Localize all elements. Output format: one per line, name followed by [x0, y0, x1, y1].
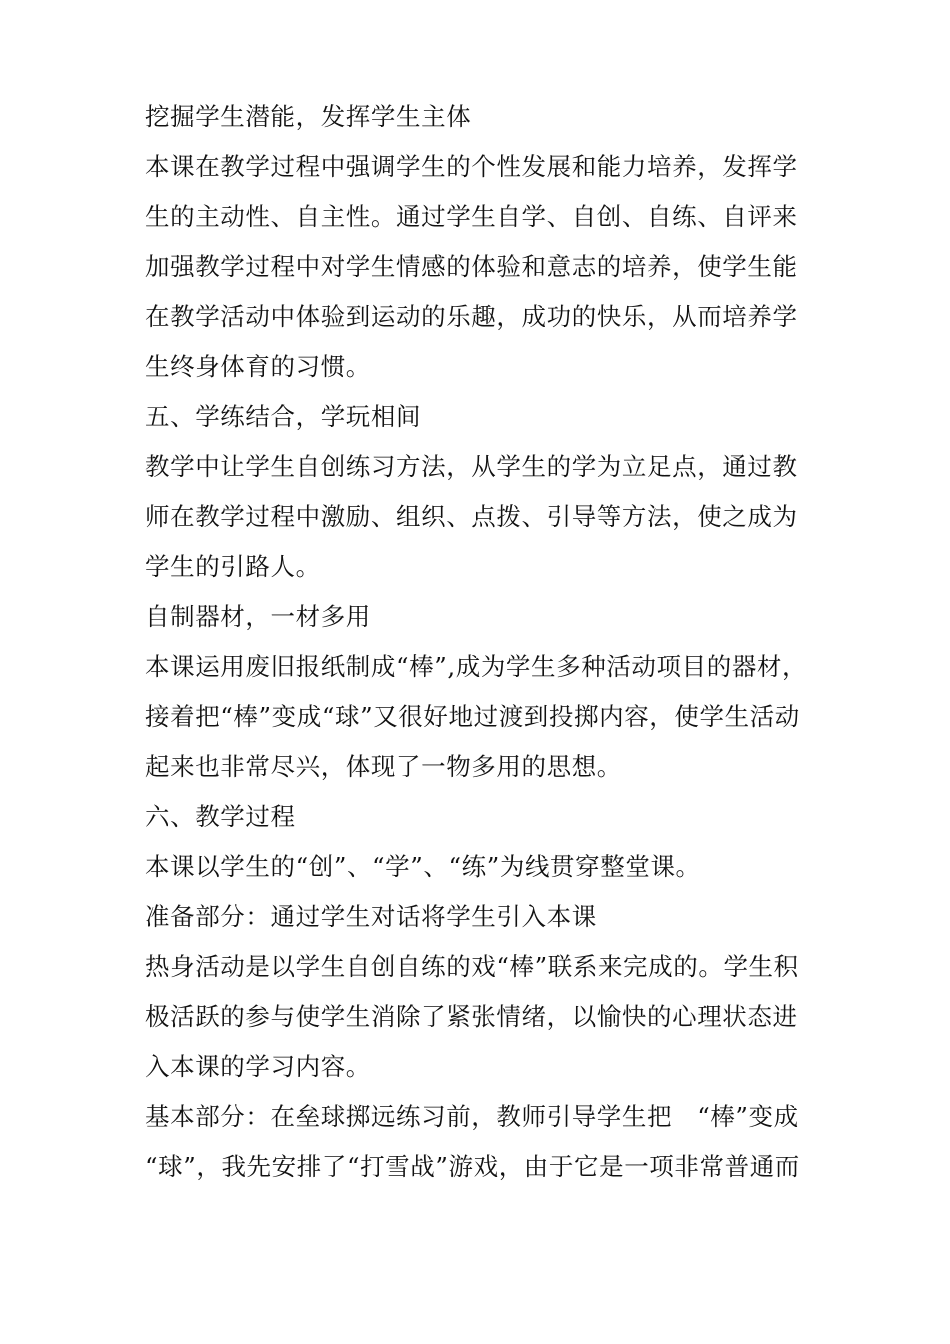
- paragraph-line: 本课在教学过程中强调学生的个性发展和能力培养，发挥学: [145, 152, 798, 181]
- paragraph-line: 在教学活动中体验到运动的乐趣，成功的快乐，从而培养学: [145, 302, 798, 331]
- paragraph-line: 学生的引路人。: [145, 552, 321, 581]
- paragraph-line: 热身活动是以学生自创自练的戏“棒”联系来完成的。学生积: [145, 952, 799, 981]
- paragraph-line: 本课运用废旧报纸制成“棒”,成为学生多种活动项目的器材，: [145, 652, 808, 681]
- paragraph-line: 生的主动性、自主性。通过学生自学、自创、自练、自评来: [145, 202, 798, 231]
- paragraph-line: 接着把“棒”变成“球”又很好地过渡到投掷内容，使学生活动: [145, 702, 800, 731]
- heading-homemade-equipment: 自制器材，一材多用: [145, 602, 371, 631]
- paragraph-line: “球”，我先安排了“打雪战”游戏，由于它是一项非常普通而: [145, 1152, 800, 1181]
- paragraph-line: 加强教学过程中对学生情感的体验和意志的培养，使学生能: [145, 252, 798, 281]
- heading-section-six: 六、教学过程: [145, 802, 296, 831]
- paragraph-line: 本课以学生的“创”、“学”、“练”为线贯穿整堂课。: [145, 852, 701, 881]
- paragraph-line: 极活跃的参与使学生消除了紧张情绪，以愉快的心理状态进: [145, 1002, 798, 1031]
- paragraph-line: 生终身体育的习惯。: [145, 352, 371, 381]
- paragraph-line: 师在教学过程中激励、组织、点拨、引导等方法，使之成为: [145, 502, 798, 531]
- paragraph-line: 基本部分：在垒球掷远练习前，教师引导学生把 “棒”变成: [145, 1102, 799, 1131]
- paragraph-line: 起来也非常尽兴，体现了一物多用的思想。: [145, 752, 622, 781]
- paragraph-line: 入本课的学习内容。: [145, 1052, 371, 1081]
- paragraph-line: 教学中让学生自创练习方法，从学生的学为立足点，通过教: [145, 452, 798, 481]
- heading-preparation-part: 准备部分：通过学生对话将学生引入本课: [145, 902, 597, 931]
- document-body: [145, 92, 810, 1192]
- heading-section-five: 五、学练结合，学玩相间: [145, 402, 422, 431]
- heading-tap-potential: 挖掘学生潜能，发挥学生主体: [145, 102, 472, 131]
